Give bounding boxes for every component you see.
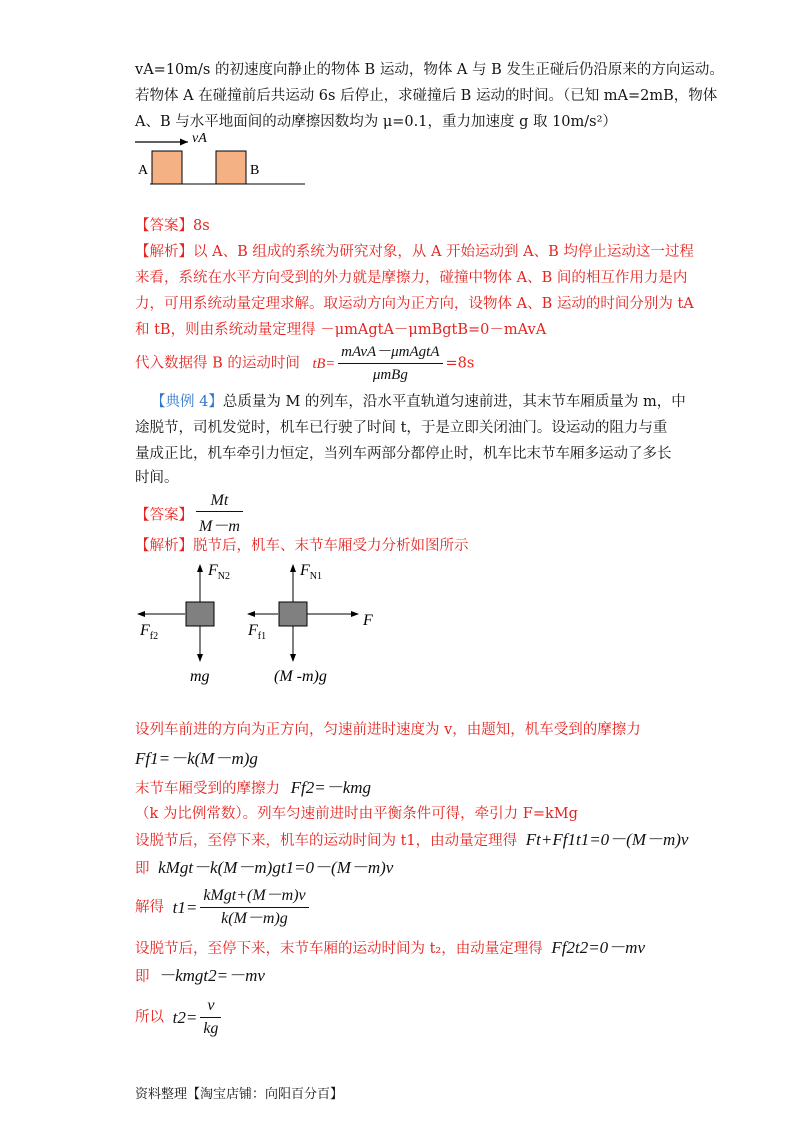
analysis4-s7: 解得 t1= $\frac{\text{kMgt+(M－m)v}}{k(M-m)g}$ [135,886,312,929]
block-a-label: A [138,163,149,178]
fn1-label: $F_{N1}$ [300,562,323,582]
answer-value: 8s [193,218,210,234]
analysis4-s10: 所以 t2= $\frac{v}{kg}$ [135,996,224,1039]
analysis4-s2: Ff1=－k(M－m)g [135,749,258,768]
problem3-line2: 若物体 A 在碰撞前后共运动 6s 后停止，求碰撞后 B 运动的时间。（已知 mA=2mB，物体 [135,88,718,104]
example4-line2: 途脱节，司机发觉时，机车已行驶了时间 t，于是立即关闭油门。设运动的阻力与重 [135,420,668,436]
analysis4-s1: 设列车前进的方向为正方向，匀速前进时速度为 v，由题知，机车受到的摩擦力 [135,722,641,738]
analysis4-s5: 设脱节后，至停下来，机车的运动时间为 t1，由动量定理得 Ft+Ff1t1=0－(M－m)v [135,830,689,849]
analysis-tag: 【解析】 [135,244,193,260]
analysis3-line3: 力，可用系统动量定理求解。取运动方向为正方向，设物体 A、B 运动的时间分别为 tA [135,296,694,312]
block-b-label: B [250,163,260,178]
analysis4-s3: 末节车厢受到的摩擦力 Ff2=－kmg [135,778,372,797]
mg-label: mg [190,668,210,685]
ff1-label: $F_{f1}$ [248,622,267,642]
analysis4-s4: （k 为比例常数）。列车匀速前进时由平衡条件可得，牵引力 F=kMg [135,806,578,822]
analysis3-line5: 代入数据得 B 的运动时间 tB= $\frac{\text{mAvA－μmAgtA}}{\text{μmBg}}$ =8s [135,344,475,383]
problem3-line1: vA=10m/s 的初速度向静止的物体 B 运动，物体 A 与 B 发生正碰后仍沿原来的方向运动。 [135,62,724,78]
fn2-label: $F_{N2}$ [208,562,231,582]
analysis3-line2: 来看，系统在水平方向受到的外力就是摩擦力，碰撞中物体 A、B 间的相互作用力是内 [135,270,688,286]
answer3 [135,214,210,238]
t1-fraction: $\frac{\text{kMgt+(M－m)v}}{k(M-m)g}$ [200,886,308,929]
analysis4-s6: 即 kMgt－k(M－m)gt1=0－(M－m)v [135,858,394,877]
page-footer: 资料整理【淘宝店铺：向阳百分百】 [135,1087,344,1102]
analysis4-s8: 设脱节后，至停下来，末节车厢的运动时间为 t₂，由动量定理得 Ff2t2=0－mv [135,938,645,957]
velocity-label: vA [192,131,207,146]
tb-fraction: $\frac{\text{mAvA－μmAgtA}}{\text{μmBg}}$ [338,342,442,385]
carriage-block [279,602,307,626]
example4-line3: 量成正比，机车牵引力恒定，当列车两部分都停止时，机车比末节车厢多运动了多长 [135,446,672,462]
force-diagram [130,555,390,695]
analysis-tag: 【解析】 [135,538,193,554]
traction-label: F [363,612,373,629]
locomotive-block [186,602,214,626]
analysis3-line1: 【解析】以 A、B 组成的系统为研究对象，从 A 开始运动到 A、B 均停止运动这一过程 [135,244,694,260]
answer4-fraction: $\frac{Mt}{M-m}$ [196,492,243,536]
ff2-label: $F_{f2}$ [140,622,159,642]
example-tag: 【典例 4】 [151,394,223,410]
block-b [216,151,246,184]
example4-line4: 时间。 [135,470,179,486]
problem3-line3: A、B 与水平地面间的动摩擦因数均为 μ=0.1，重力加速度 g 取 10m/s²） [135,114,617,130]
collision-figure [130,130,310,190]
analysis4-intro: 【解析】脱节后，机车、末节车厢受力分析如图所示 [135,538,469,554]
answer4 [135,492,246,536]
analysis3-line4: 和 tB，则由系统动量定理得 －μmAgtA－μmBgtB=0－mAvA [135,322,547,338]
mm-g-label: (M -m)g [274,668,327,685]
block-a [152,151,182,184]
answer-tag: 【答案】 [135,218,193,234]
t2-fraction: $\frac{v}{kg}$ [200,996,221,1039]
analysis4-s9: 即 －kmgt2=－mv [135,966,265,985]
example4-line1: 【典例 4】总质量为 M 的列车，沿水平直轨道匀速前进，其末节车厢质量为 m，中 [151,394,686,410]
answer-tag: 【答案】 [135,507,193,524]
